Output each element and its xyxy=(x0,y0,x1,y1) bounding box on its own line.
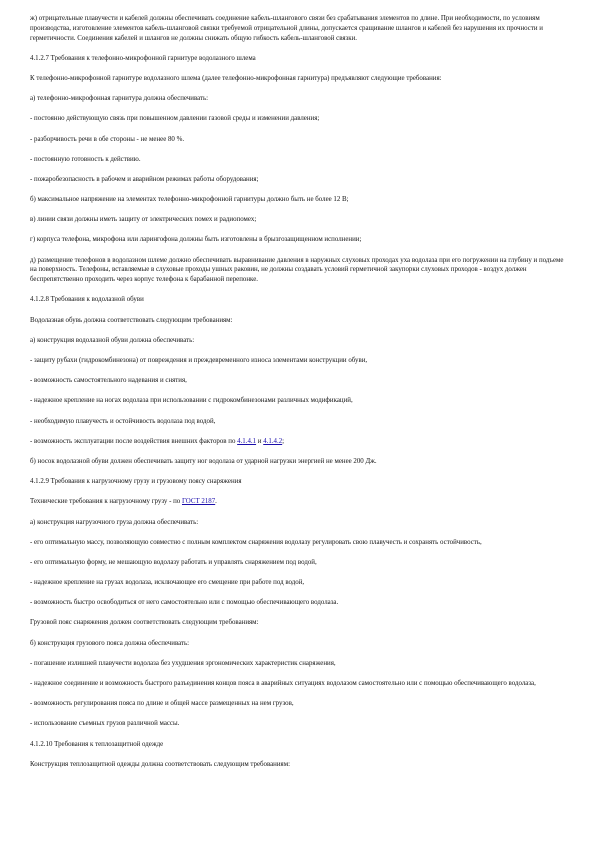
paragraph: в) линии связи должны иметь защиту от электрических помех и радиопомех; xyxy=(30,216,257,224)
paragraph: ж) отрицательные плавучести и кабелей должны обеспечивать соединение кабель-шлангового связи без срабатывания элементов по длине. При необходимости, по условиям производства, изготовление элементов кабель-шланговой связки требуемой отрицательной длины, допускается сращивание шлангов и кабелей без нарушения их прочности и герметичности. Соединения кабелей и шлангов не должны снижать общую гибкость кабель-шланговой связки. xyxy=(30,15,543,42)
paragraph: - возможность самостоятельного надевания и снятия, xyxy=(30,377,187,385)
paragraph-text: ; xyxy=(282,437,285,445)
paragraph-text: - возможность эксплуатации после воздействия внешних факторов по xyxy=(30,437,238,445)
paragraph: - разборчивость речи в обе стороны - не менее 80 %. xyxy=(30,135,185,143)
paragraph: Водолазная обувь должна соответствовать следующим требованиям: xyxy=(30,316,233,324)
paragraph: б) носок водолазной обуви должен обеспечивать защиту ног водолаза от ударной нагрузки энергией не менее 200 Дж. xyxy=(30,457,377,465)
paragraph: г) корпуса телефона, микрофона или ларингофона должны быть изготовлены в брызгозащищенном исполнении; xyxy=(30,236,362,244)
paragraph: б) конструкция грузового пояса должна обеспечивать: xyxy=(30,639,190,647)
paragraph: - надежное соединение и возможность быстрого разъединения концов пояса в аварийных ситуациях водолазом самостоятельно или с помощью обеспечивающего водолаза, xyxy=(30,680,536,687)
paragraph xyxy=(30,437,565,447)
document-body xyxy=(30,14,565,780)
paragraph: - возможность быстро освободиться от него самостоятельно или с помощью обеспечивающего водолаза. xyxy=(30,599,339,607)
paragraph: - его оптимальную форму, не мешающую водолазу работать и управлять снаряжением под водой, xyxy=(30,558,317,566)
reference-link[interactable]: 4.1.4.2 xyxy=(263,437,283,445)
section-heading: 4.1.2.9 Требования к нагрузочному грузу и грузовому поясу снаряжения xyxy=(30,478,242,486)
paragraph: - надежное крепление на грузах водолаза, исключающее его смещение при работе под водой, xyxy=(30,579,305,587)
paragraph: - возможность регулирования пояса по длине и общей массе размещенных на нем грузов, xyxy=(30,700,294,708)
section-heading: 4.1.2.7 Требования к телефонно-микрофонной гарнитуре водолазного шлема xyxy=(30,54,256,62)
section-heading: 4.1.2.8 Требования к водолазной обуви xyxy=(30,296,144,304)
paragraph: б) максимальное напряжение на элементах телефонно-микрофонной гарнитуры должно быть не более 12 В; xyxy=(30,196,349,204)
paragraph: - необходимую плавучесть и остойчивость водолаза под водой, xyxy=(30,417,216,425)
paragraph: а) телефонно-микрофонная гарнитура должна обеспечивать: xyxy=(30,95,209,103)
reference-link[interactable]: 4.1.4.1 xyxy=(237,437,257,445)
reference-link[interactable]: ГОСТ 2187 xyxy=(181,498,216,506)
paragraph: - пожаробезопасность в рабочем и аварийном режимах работы оборудования; xyxy=(30,175,259,183)
section-heading: 4.1.2.10 Требования к теплозащитной одежде xyxy=(30,740,164,748)
paragraph: а) конструкция водолазной обуви должна обеспечивать: xyxy=(30,336,195,344)
paragraph: Грузовой пояс снаряжения должен соответствовать следующим требованиям: xyxy=(30,619,259,627)
paragraph: - его оптимальную массу, позволяющую совместно с полным комплектом снаряжения водолазу регулировать свою плавучесть и сохранять остойчивость, xyxy=(30,538,482,546)
paragraph: - надежное крепление на ногах водолаза при использовании с гидрокомбинезонами различных модификаций, xyxy=(30,397,353,405)
paragraph: Конструкция теплозащитной одежды должна соответствовать следующим требованиям: xyxy=(30,760,290,768)
paragraph: д) размещение телефонов в водолазном шлеме должно обеспечивать выравнивание давления в наружных слуховых проходах уха водолаза при его погружении на глубину и подъеме на поверхность. Телефоны, вставляемые в слуховые проходы ушных раковин, не должны создавать условий герметичной закупорки слуховых проходов - воздух должен беспрепятственно проходить через корпус телефона к барабанной перепонке. xyxy=(30,256,564,284)
paragraph-text: Технические требования к нагрузочному грузу - по xyxy=(30,498,182,506)
paragraph: - постоянную готовность к действию. xyxy=(30,155,141,163)
paragraph xyxy=(30,497,565,507)
paragraph: а) конструкция нагрузочного груза должна обеспечивать: xyxy=(30,518,199,526)
paragraph: - защиту рубахи (гидрокомбинезона) от повреждения и преждевременного износа элементами конструкции обуви, xyxy=(30,357,368,364)
paragraph-text: . xyxy=(215,498,217,506)
paragraph: - использование съемных грузов различной массы. xyxy=(30,720,180,728)
paragraph: К телефонно-микрофонной гарнитуре водолазного шлема (далее телефонно-микрофонная гарнитура) предъявляют следующие требования: xyxy=(30,74,442,82)
paragraph-text: и xyxy=(256,437,264,445)
paragraph: - погашение излишней плавучести водолаза без ухудшения эргономических характеристик снаряжения, xyxy=(30,659,336,667)
paragraph: - постоянно действующую связь при повышенном давлении газовой среды и изменении давления; xyxy=(30,115,320,123)
